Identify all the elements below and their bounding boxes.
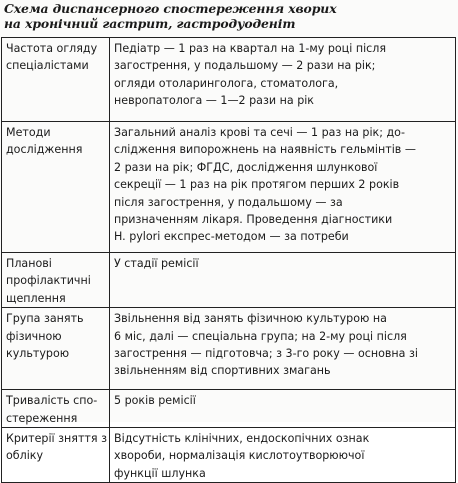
table-row [2,308,456,390]
row-content-line: 6 міс, далі — спеціальна група; на 2-му році після [114,329,407,343]
row-content-line: функції шлунка [114,466,206,480]
row-label-cell [2,253,110,308]
row-content-cell [110,253,456,308]
row-label-line: дослідження [6,143,83,157]
row-content-line: загострення — підготовча; з 3-го року — основна зі [114,347,418,361]
row-content-line: Загальний аналіз крові та сечі — 1 раз на рік; до- [114,126,405,139]
table-row [2,122,456,253]
table-body [2,38,456,483]
observation-schema-table [1,37,456,483]
row-label-line: спеціалістами [6,59,89,73]
row-label-line: фізичною [6,329,62,343]
title-line-2: на хронічний гастрит, гастродуоденіт [4,16,296,31]
row-label-line: Частота огляду [6,42,98,55]
row-content-line: після загострення, у подальшому — за [114,195,343,209]
row-content-line: огляди отоларинголога, стоматолога, [114,76,339,90]
row-label-line: Група занять [6,312,84,326]
row-label-cell [2,38,110,122]
row-content-line: хвороби, нормалізація кислотоутворюючої [114,449,365,463]
row-content-cell [110,38,456,122]
row-label-cell [2,428,110,483]
row-content-line: секреції — 1 раз на рік протягом перших 2 років [114,178,400,192]
row-content-cell [110,428,456,483]
table-row [2,38,456,122]
row-label-line: Тривалість спо- [6,394,98,408]
row-label-cell [2,122,110,253]
title-line-1: Схема диспансерного спостереження хворих [4,1,337,16]
row-content-line: Відсутність клінічних, ендоскопічних ознак [114,432,370,446]
row-label-line: Методи [6,126,51,139]
row-content-cell [110,122,456,253]
row-content-cell [110,308,456,390]
row-content-line: 2 рази на рік; ФГДС, дослідження шлункової [114,160,378,174]
row-content-line: слідження випорожнень на наявність гельмінтів — [114,143,416,157]
table-row [2,428,456,483]
row-content-line: Звільнення від занять фізичною культурою на [114,312,387,326]
row-label-line: культурою [6,347,70,361]
row-content-line: призначенням лікаря. Проведення діагностики [114,213,393,227]
row-label-line: щеплення [6,291,66,305]
row-content-line: невропатолога — 1—2 рази на рік [114,94,315,108]
table-row [2,253,456,308]
row-label-cell [2,308,110,390]
row-label-line: Критерії зняття з [6,432,107,446]
row-label-line: обліку [6,449,44,463]
row-content-line: Педіатр — 1 раз на квартал на 1-му році після [114,42,387,55]
row-label-line: профілактичні [6,274,91,288]
row-content-line: 5 років ремісії [114,394,196,408]
document-title [4,1,444,31]
row-content-line: звільненням від спортивних змагань [114,364,331,378]
row-content-line: H. pylori експрес-методом — за потреби [114,230,349,244]
row-label-line: стереження [6,411,78,425]
row-content-line: У стадії ремісії [114,257,199,270]
row-label-line: Планові [6,257,52,270]
row-content-line: загострення, у подальшому — 2 рази на рік; [114,59,376,73]
